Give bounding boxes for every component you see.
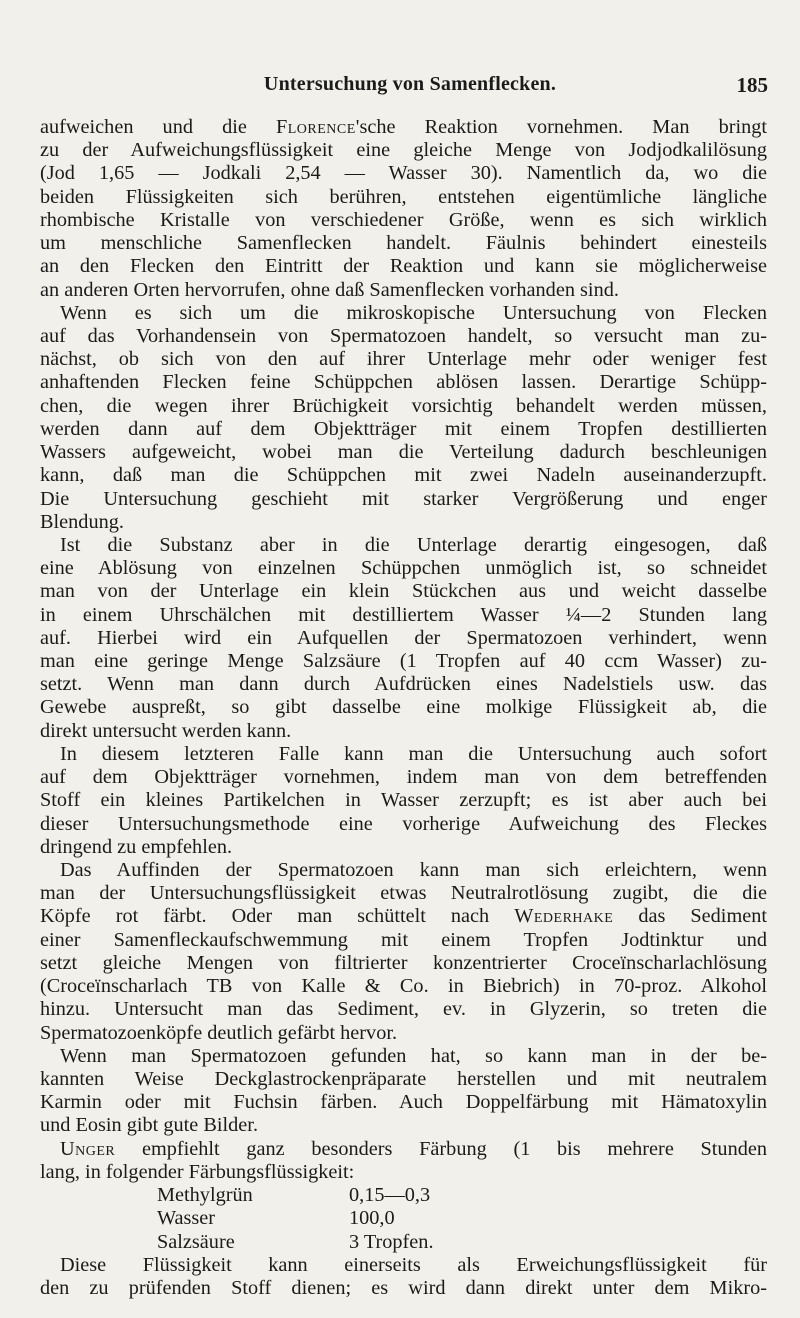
text-line: lang, in folgender Färbungsflüssigkeit: bbox=[40, 1160, 355, 1183]
text-line: dringend zu empfehlen. bbox=[40, 835, 233, 858]
recipe-ingredient: Methylgrün bbox=[157, 1184, 253, 1207]
text-line: nächst, ob sich von den auf ihrer Unterlage mehr oder weniger fest bbox=[40, 348, 767, 371]
text-line: auf dem Objektträger vornehmen, indem man von dem betreffenden bbox=[40, 766, 767, 789]
author-name: Florence bbox=[275, 116, 356, 138]
text-line: chen, die wegen ihrer Brüchigkeit vorsichtig behandelt werden müssen, bbox=[40, 394, 767, 417]
text-line: an anderen Orten hervorrufen, ohne daß Samenflecken vorhanden sind. bbox=[40, 278, 619, 301]
text-line: Das Auffinden der Spermatozoen kann man sich erleichtern, wenn bbox=[60, 859, 767, 881]
running-title: Untersuchung von Samenflecken. bbox=[263, 73, 557, 95]
text-line: Karmin oder mit Fuchsin färben. Auch Doppelfärbung mit Hämatoxylin bbox=[40, 1091, 767, 1114]
text-line: In diesem letzteren Falle kann man die Untersuchung auch sofort bbox=[60, 742, 767, 765]
recipe-row bbox=[40, 1231, 767, 1254]
text-line: auf das Vorhandensein von Spermatozoen handelt, so versucht man zu- bbox=[40, 324, 767, 347]
text-line: zu der Aufweichungsflüssigkeit eine gleiche Menge von Jodjodkalilösung bbox=[40, 139, 767, 162]
text-line: Die Untersuchung geschieht mit starker Vergrößerung und enger bbox=[40, 487, 767, 510]
body-text bbox=[40, 116, 767, 1300]
text-line: Wenn man Spermatozoen gefunden hat, so kann man in der be- bbox=[60, 1044, 767, 1067]
text-line: (Croceïnscharlach TB von Kalle & Co. in Biebrich) in 70-proz. Alkohol bbox=[40, 975, 767, 998]
author-name: Wederhake bbox=[514, 905, 614, 928]
text-line: man der Untersuchungsflüssigkeit etwas Neutralrotlösung zugibt, die die bbox=[40, 882, 767, 905]
recipe-row bbox=[40, 1184, 767, 1207]
text-line: (Jod 1,65 — Jodkali 2,54 — Wasser 30). Namentlich da, wo die bbox=[40, 162, 767, 185]
page-number: 185 bbox=[736, 73, 768, 97]
text-line: Stoff ein kleines Partikelchen in Wasser zerzupft; es ist aber auch bei bbox=[40, 789, 767, 812]
page-header bbox=[52, 73, 768, 99]
text-line: Wenn es sich um die mikroskopische Untersuchung von Flecken bbox=[60, 301, 767, 324]
text-line: anhaftenden Flecken feine Schüppchen ablösen lassen. Derartige Schüpp- bbox=[40, 371, 767, 394]
text-line: setzt gleiche Mengen von filtrierter konzentrierter Croceïnscharlachlösung bbox=[40, 951, 767, 974]
recipe-amount: 0,15—0,3 bbox=[349, 1184, 431, 1207]
text-line: setzt. Wenn man dann durch Aufdrücken eines Nadelstiels usw. das bbox=[40, 673, 767, 696]
text-line: Gewebe auspreßt, so gibt dasselbe eine molkige Flüssigkeit ab, die bbox=[40, 696, 767, 719]
text-line: man von der Unterlage ein klein Stückchen aus und weicht dasselbe bbox=[40, 580, 767, 603]
recipe-ingredient: Salzsäure bbox=[157, 1230, 235, 1253]
text-line: hinzu. Untersucht man das Sediment, ev. in Glyzerin, so treten die bbox=[40, 998, 767, 1021]
text-line: eine Ablösung von einzelnen Schüppchen unmöglich ist, so schneidet bbox=[40, 557, 767, 580]
text-line: den zu prüfenden Stoff dienen; es wird dann direkt unter dem Mikro- bbox=[40, 1276, 767, 1299]
text-line: man eine geringe Menge Salzsäure (1 Tropfen auf 40 ccm Wasser) zu- bbox=[40, 650, 767, 673]
text-line: Wassers aufgeweicht, wobei man die Verteilung dadurch beschleunigen bbox=[40, 441, 767, 464]
text-line: Köpfe rot färbt. Oder man schüttelt nach Wederhake das Sediment bbox=[40, 905, 767, 928]
recipe-amount: 3 Tropfen. bbox=[349, 1230, 434, 1253]
text-line: werden dann auf dem Objektträger mit einem Tropfen destillierten bbox=[40, 417, 767, 440]
text-line: um menschliche Samenflecken handelt. Fäulnis behindert einesteils bbox=[40, 232, 767, 255]
text-line: rhombische Kristalle von verschiedener Größe, wenn es sich wirklich bbox=[40, 208, 767, 231]
text-line: und Eosin gibt gute Bilder. bbox=[40, 1114, 259, 1137]
text-line: direkt untersucht werden kann. bbox=[40, 719, 292, 742]
text-line: Diese Flüssigkeit kann einerseits als Erweichungsflüssigkeit für bbox=[60, 1253, 767, 1276]
text-line: einer Samenfleckaufschwemmung mit einem Tropfen Jodtinktur und bbox=[40, 928, 767, 951]
recipe-amount: 100,0 bbox=[349, 1207, 395, 1230]
text-line: Unger empfiehlt ganz besonders Färbung (1 bis mehrere Stunden bbox=[60, 1137, 767, 1160]
text-line: in einem Uhrschälchen mit destilliertem Wasser ¼—2 Stunden lang bbox=[40, 603, 767, 626]
author-name: Unger bbox=[60, 1137, 116, 1160]
text-line: kann, daß man die Schüppchen mit zwei Nadeln auseinanderzupft. bbox=[40, 464, 767, 487]
recipe-row bbox=[40, 1207, 767, 1230]
text-line: dieser Untersuchungsmethode eine vorherige Aufweichung des Fleckes bbox=[40, 812, 767, 835]
text-line: Spermatozoenköpfe deutlich gefärbt hervor. bbox=[40, 1021, 398, 1044]
text-line: an den Flecken den Eintritt der Reaktion und kann sie möglicherweise bbox=[40, 255, 767, 278]
text-line: beiden Flüssigkeiten sich berühren, entstehen eigentümliche längliche bbox=[40, 185, 767, 208]
recipe-ingredient: Wasser bbox=[157, 1207, 216, 1230]
text-line: auf. Hierbei wird ein Aufquellen der Spermatozoen verhindert, wenn bbox=[40, 626, 767, 649]
text-line: kannten Weise Deckglastrockenpräparate herstellen und mit neutralem bbox=[40, 1067, 767, 1090]
text-line: Ist die Substanz aber in die Unterlage derartig eingesogen, daß bbox=[60, 533, 767, 556]
text-line: aufweichen und die Florence'sche Reaktion vornehmen. Man bringt bbox=[40, 116, 767, 138]
text-line: Blendung. bbox=[40, 510, 124, 533]
